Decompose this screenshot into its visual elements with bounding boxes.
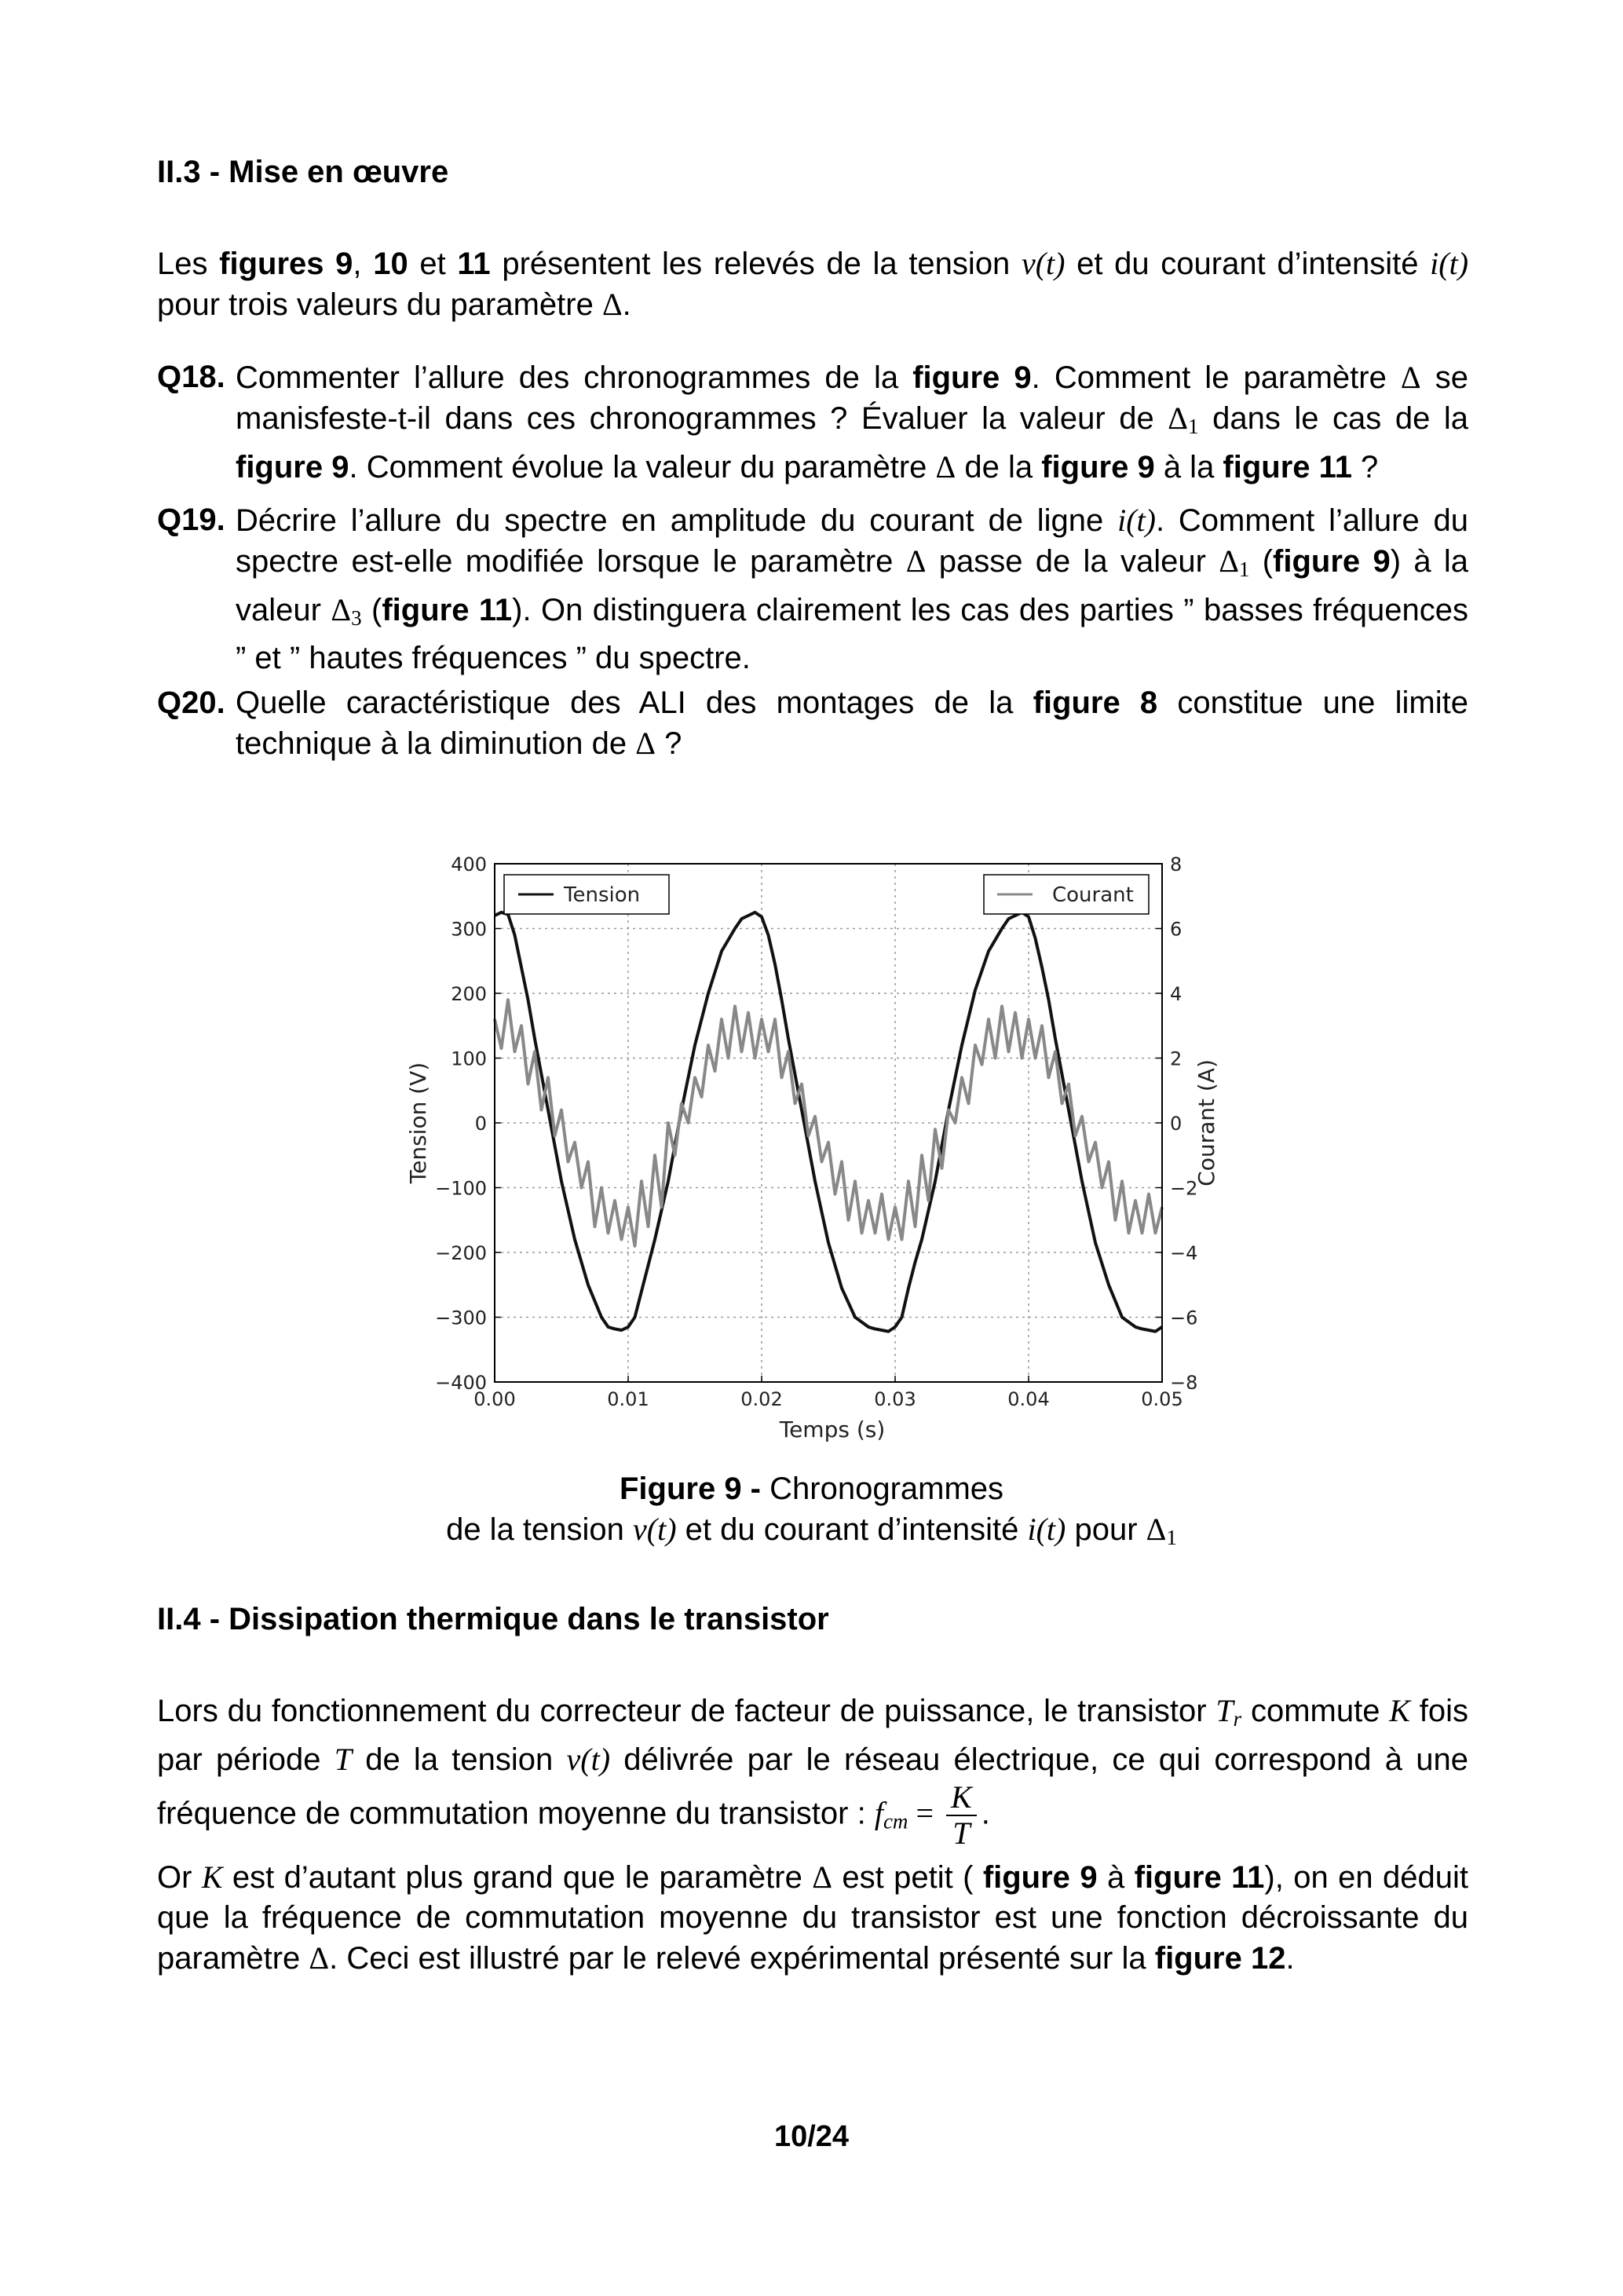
y2-tick-label: −4 [1170,1242,1198,1264]
x-tick-label: 0.02 [740,1388,783,1410]
y2-tick-label: −2 [1170,1177,1198,1200]
y-tick-label: −300 [435,1307,487,1329]
fraction-k-over-t: $\frac{K}{T}$ [946,1780,977,1851]
legend-label-courant: Courant [1052,883,1134,907]
y-tick-label: −400 [435,1372,487,1394]
x-tick-label: 0.01 [607,1388,649,1410]
x-tick-label: 0.03 [874,1388,916,1410]
y-tick-label: 0 [474,1113,487,1135]
y-tick-label: 100 [451,1047,487,1070]
question-label: Q19. [157,503,225,537]
y2-tick-label: 0 [1170,1113,1183,1135]
section-heading-2-4: II.4 - Dissipation thermique dans le transistor [157,1602,829,1636]
legend-courant [984,875,1149,914]
x-tick-label: 0.04 [1007,1388,1050,1410]
question-q19: Q19. Décrire l’allure du spectre en amplitude du courant de ligne i(t). Comment l’allure du spectre est-elle modifiée lorsque le paramètre Δ passe de la valeur $\Delta_1$ (figure 9) à la valeur $\Delta_3$ (figure 11). On distinguera clairement les cas des parties ” basses fréquences ” et ” hautes fréquences ” du spectre. [157,500,1468,678]
y2-tick-label: −8 [1170,1372,1198,1394]
y2-tick-label: 6 [1170,918,1183,941]
x-tick-label: 0.00 [473,1388,516,1410]
section-2-4-paragraph-2: Or K est d’autant plus grand que le paramètre Δ est petit ( figure 9 à figure 11), on en déduit que la fréquence de commutation moyenne du transistor est une fonction décroissante du paramètre Δ. Ceci est illustré par le relevé expérimental présenté sur la figure 12. [157,1859,1468,1976]
y-tick-label: 400 [451,854,487,876]
intro-paragraph: Les figures 9, 10 et 11 présentent les relevés de la tension v(t) et du courant d’intensité i(t) pour trois valeurs du paramètre Δ. [157,246,1469,322]
figure-9-chart [393,840,1225,1445]
y2-tick-label: 8 [1170,854,1183,876]
y2-tick-label: −6 [1170,1307,1198,1329]
legend-label-tension: Tension [564,883,641,907]
y2-axis-label: Courant (A) [1193,1059,1219,1186]
section-2-4-paragraph-1: Lors du fonctionnement du correcteur de facteur de puissance, le transistor $T_r$ commute K fois par période T de la tension v(t) délivrée par le réseau électrique, ce qui correspond à une fréquence de commutation moyenne du transistor : $f_{cm}$ = $\frac{K}{T}$ . [157,1693,1469,1851]
question-label: Q20. [157,686,225,720]
section-heading-2-3: II.3 - Mise en œuvre [157,155,449,189]
y-tick-label: 200 [451,983,487,1005]
page-number: 10/24 [773,2120,850,2153]
x-axis-label: Temps (s) [779,1417,886,1442]
question-label: Q18. [157,360,225,394]
y-axis-label: Tension (V) [405,1062,431,1184]
chart-series [495,912,1162,1332]
question-q20: Q20. Quelle caractéristique des ALI des montages de la figure 8 constitue une limite technique à la diminution de Δ ? [157,683,1468,764]
y2-tick-label: 4 [1170,983,1183,1005]
question-q18: Q18. Commenter l’allure des chronogrammes de la figure 9. Comment le paramètre Δ se manisfeste-t-il dans ces chronogrammes ? Évaluer la valeur de $\Delta_1$ dans le cas de la figure 9. Comment évolue la valeur du paramètre Δ de la figure 9 à la figure 11 ? [157,357,1468,488]
series-line-tension [495,912,1162,1332]
y-tick-label: −100 [435,1177,487,1200]
y-tick-label: −200 [435,1242,487,1264]
y-tick-label: 300 [451,918,487,941]
legend-tension [504,875,669,914]
y2-tick-label: 2 [1170,1047,1183,1070]
figure-9-caption: Figure 9 - Chronogrammes de la tension v(t) et du courant d’intensité i(t) pour $\Delta_1$ [446,1472,1177,1549]
x-tick-label: 0.05 [1141,1388,1183,1410]
